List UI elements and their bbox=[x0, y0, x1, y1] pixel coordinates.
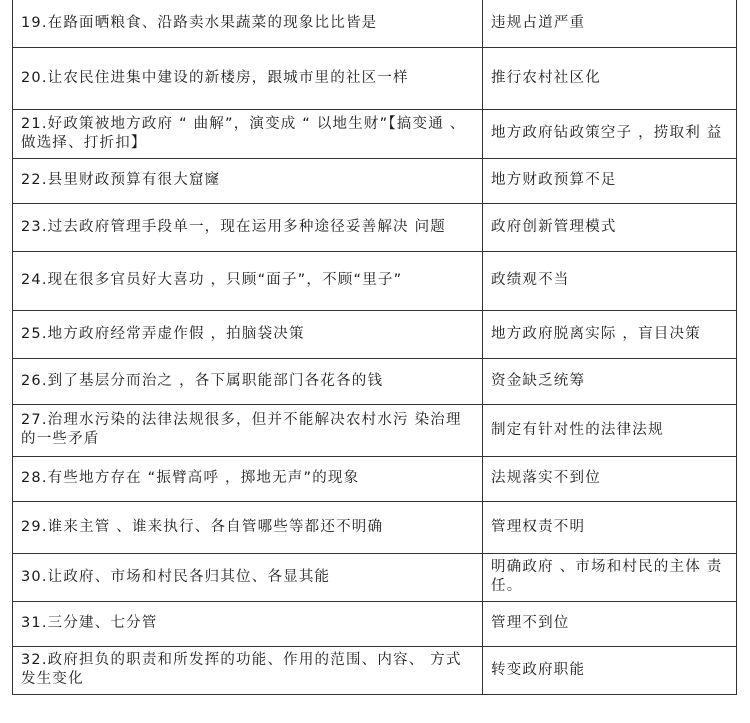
table-row bbox=[13, 646, 737, 694]
problem-cell: 25.地方政府经常弄虚作假 ，拍脑袋决策 bbox=[13, 310, 483, 358]
issue-cell: 转变政府职能 bbox=[483, 646, 737, 694]
table-row bbox=[13, 358, 737, 404]
issue-cell: 制定有针对性的法律法规 bbox=[483, 404, 737, 456]
issue-cell: 地方政府钻政策空子 ，捞取利 益 bbox=[483, 109, 737, 158]
issue-cell: 管理不到位 bbox=[483, 601, 737, 646]
table-row bbox=[13, 456, 737, 501]
table-row bbox=[13, 203, 737, 251]
table-row bbox=[13, 553, 737, 601]
problem-cell: 30.让政府、市场和村民各归其位、各显其能 bbox=[13, 553, 483, 601]
problem-cell: 27.治理水污染的法律法规很多，但并不能解决农村水污 染治理的一些矛盾 bbox=[13, 404, 483, 456]
problem-cell: 26.到了基层分而治之 ，各下属职能部门各花各的钱 bbox=[13, 358, 483, 404]
policy-issues-table-container bbox=[12, 0, 736, 695]
issue-cell: 资金缺乏统筹 bbox=[483, 358, 737, 404]
problem-cell: 21.好政策被地方政府 “ 曲解”，演变成 “ 以地生财”【搞变通 、做选择、打折扣】 bbox=[13, 109, 483, 158]
table-row bbox=[13, 501, 737, 553]
problem-cell: 32.政府担负的职责和所发挥的功能、作用的范围、内容、 方式发生变化 bbox=[13, 646, 483, 694]
problem-cell: 20.让农民住进集中建设的新楼房，跟城市里的社区一样 bbox=[13, 47, 483, 109]
table-row bbox=[13, 404, 737, 456]
problem-cell: 24.现在很多官员好大喜功 ，只顾“面子”，不顾“里子” bbox=[13, 251, 483, 310]
policy-issues-table bbox=[12, 0, 737, 695]
problem-cell: 22.县里财政预算有很大窟窿 bbox=[13, 158, 483, 203]
table-row bbox=[13, 47, 737, 109]
issue-cell: 法规落实不到位 bbox=[483, 456, 737, 501]
table-row bbox=[13, 109, 737, 158]
issue-cell: 管理权责不明 bbox=[483, 501, 737, 553]
issue-cell: 违规占道严重 bbox=[483, 0, 737, 47]
table-row bbox=[13, 251, 737, 310]
issue-cell: 推行农村社区化 bbox=[483, 47, 737, 109]
table-row bbox=[13, 0, 737, 47]
issue-cell: 政绩观不当 bbox=[483, 251, 737, 310]
problem-cell: 19.在路面晒粮食、沿路卖水果蔬菜的现象比比皆是 bbox=[13, 0, 483, 47]
issue-cell: 明确政府 、市场和村民的主体 责任。 bbox=[483, 553, 737, 601]
table-row bbox=[13, 601, 737, 646]
table-row bbox=[13, 158, 737, 203]
table-row bbox=[13, 310, 737, 358]
problem-cell: 23.过去政府管理手段单一，现在运用多种途径妥善解决 问题 bbox=[13, 203, 483, 251]
problem-cell: 29.谁来主管 、谁来执行、各自管哪些等都还不明确 bbox=[13, 501, 483, 553]
issue-cell: 政府创新管理模式 bbox=[483, 203, 737, 251]
problem-cell: 31.三分建、七分管 bbox=[13, 601, 483, 646]
issue-cell: 地方财政预算不足 bbox=[483, 158, 737, 203]
issue-cell: 地方政府脱离实际 ，盲目决策 bbox=[483, 310, 737, 358]
problem-cell: 28.有些地方存在 “振臂高呼 ，掷地无声”的现象 bbox=[13, 456, 483, 501]
